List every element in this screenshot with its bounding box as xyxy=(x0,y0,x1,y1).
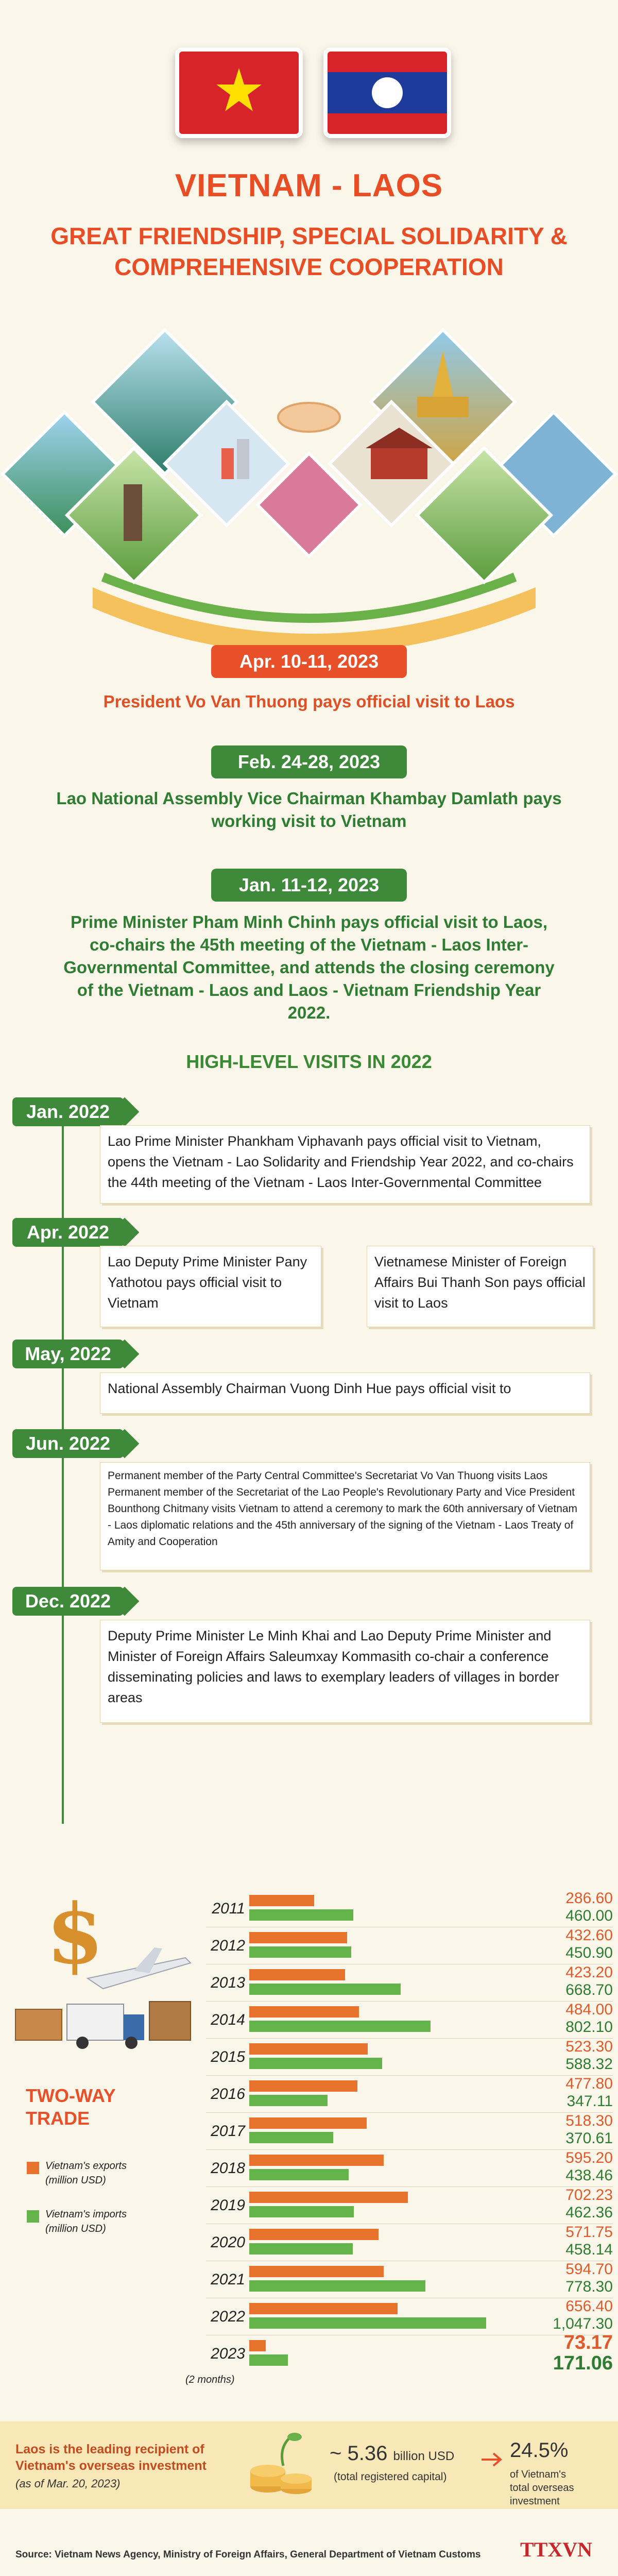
investment-text: Laos is the leading recipient of Vietnam's overseas investment xyxy=(15,2442,207,2473)
chart-row xyxy=(206,2332,613,2374)
chart-data-label-imports: 668.70 xyxy=(565,1981,613,1998)
chart-row xyxy=(206,2038,613,2076)
chart-bar-exports xyxy=(249,2117,367,2129)
chart-bar-exports xyxy=(249,1895,314,1906)
chart-tick-label: 2022 xyxy=(211,2308,245,2325)
page-subtitle: GREAT FRIENDSHIP, SPECIAL SOLIDARITY & COMPREHENSIVE COOPERATION xyxy=(50,223,568,280)
chart-bar-exports xyxy=(249,2303,398,2314)
chart-data-label-exports: 595.20 xyxy=(565,2149,613,2166)
chart-data-label-exports: 484.00 xyxy=(565,2001,613,2018)
chart-bar-imports xyxy=(249,2243,353,2255)
investment-capital: ~ 5.36 billion USD xyxy=(330,2442,455,2465)
timeline-date-apr: Apr. 2022 xyxy=(12,1218,124,1247)
investment-capital-note: (total registered capital) xyxy=(334,2471,447,2483)
vietnam-flag xyxy=(175,47,303,138)
visit-card: Permanent member of the Party Central Committee's Secretariat Vo Van Thuong visits Laos Permanent member of the Secretariat of the Lao People's Revolutionary Party and Vice President Bounthong Chitmany visits Vietnam to attend a ceremony to mark the 60th anniversary of Vietnam - Laos diplomatic relations and the 45th anniversary of the signing of the Vietnam - Laos Treaty of Amity and Cooperation xyxy=(100,1462,590,1570)
chart-tick-label: 2020 xyxy=(211,2234,245,2251)
visit-card: Lao Deputy Prime Minister Pany Yathotou pays official visit to Vietnam xyxy=(100,1246,321,1327)
chart-row xyxy=(206,2075,613,2113)
chart-tick-label: 2019 xyxy=(211,2197,245,2214)
chart-data-label-imports: 460.00 xyxy=(565,1907,613,1924)
chart-bar-imports xyxy=(249,1946,351,1958)
timeline-date-dec: Dec. 2022 xyxy=(12,1587,124,1616)
chart-data-label-exports: 286.60 xyxy=(565,1890,613,1907)
chart-bar-imports xyxy=(249,2095,328,2106)
chart-row xyxy=(206,2298,613,2335)
timeline-date-jan: Jan. 2022 xyxy=(12,1097,124,1126)
chart-bar-exports xyxy=(249,2155,384,2166)
investment-share: 24.5% xyxy=(510,2439,569,2462)
chart-tick-label: 2021 xyxy=(211,2271,245,2288)
chart-bar-imports xyxy=(249,1984,401,1995)
chart-data-label-imports: 778.30 xyxy=(565,2278,613,2295)
page-title: VIETNAM - LAOS xyxy=(175,168,443,204)
chart-tick-label: 2016 xyxy=(211,2086,245,2103)
chart-data-label-imports: 370.61 xyxy=(565,2130,613,2147)
investment-share-note: of Vietnam's total overseas investment xyxy=(510,2469,574,2507)
chart-bar-imports xyxy=(249,2058,382,2069)
chart-tick-label: 2012 xyxy=(211,1937,245,1954)
chart-row xyxy=(206,2224,613,2261)
chart-bar-imports xyxy=(249,2280,425,2292)
ttxvn-logo: TTXVN xyxy=(520,2538,593,2561)
chart-tick-label: 2013 xyxy=(211,1974,245,1991)
chart-bar-exports xyxy=(249,2266,384,2277)
visit-card: Deputy Prime Minister Le Minh Khai and Lao Deputy Prime Minister and Minister of Foreign Affairs Saleumxay Kommasith co-chair a conference disseminating policies and laws to exemplary leaders of villages in border areas xyxy=(100,1620,590,1723)
visit-card: Vietnamese Minister of Foreign Affairs Bui Thanh Son pays official visit to Laos xyxy=(367,1246,593,1327)
chart-tick-label: 2011 xyxy=(212,1900,245,1917)
chart-bar-imports xyxy=(249,2021,431,2032)
chart-row xyxy=(206,1964,613,2002)
chart-tick-label: 2018 xyxy=(211,2160,245,2177)
chart-data-label-exports: 702.23 xyxy=(565,2187,613,2204)
chart-row xyxy=(206,2187,613,2224)
chart-data-label-imports: 588.32 xyxy=(565,2056,613,2073)
chart-row xyxy=(206,1890,613,1927)
chart-tick-label: 2014 xyxy=(211,2011,245,2028)
chart-data-label-imports: 438.46 xyxy=(565,2167,613,2184)
legend-exports-swatch xyxy=(27,2162,39,2174)
chart-data-label-imports: 450.90 xyxy=(565,1944,613,1961)
chart-bar-exports xyxy=(249,1932,347,1943)
chart-bar-exports xyxy=(249,2192,408,2203)
timeline-date-may: May, 2022 xyxy=(12,1340,124,1368)
chart-bar-imports xyxy=(249,2317,486,2329)
chart-row xyxy=(206,2261,613,2298)
chart-data-label-imports: 1,047.30 xyxy=(553,2315,613,2332)
chart-row xyxy=(206,1927,613,1964)
chart-bar-exports xyxy=(249,2340,266,2351)
chart-data-label-exports: 518.30 xyxy=(565,2112,613,2129)
chart-bar-imports xyxy=(249,1909,353,1921)
legend-imports-swatch xyxy=(27,2210,39,2223)
chart-row xyxy=(206,2001,613,2039)
chart-data-label-exports: 477.80 xyxy=(565,2075,613,2092)
chart-bar-exports xyxy=(249,1969,345,1980)
chart-tick-label: 2015 xyxy=(211,2048,245,2065)
trade-illustration xyxy=(10,1886,201,2066)
chart-tick-label: 2023 xyxy=(211,2345,245,2362)
arrow-right-icon xyxy=(479,2449,505,2472)
coins-icon xyxy=(247,2430,319,2502)
chart-bar-imports xyxy=(249,2206,354,2217)
chart-row xyxy=(206,2149,613,2187)
chart-bar-exports xyxy=(249,2006,359,2018)
section-title-visits: HIGH-LEVEL VISITS IN 2022 xyxy=(186,1051,432,1072)
event-description: Prime Minister Pham Minh Chinh pays official visit to Laos, co-chairs the 45th meeting of the Vietnam - Laos Inter-Governmental Committee, and attends the closing ceremony of the Vietnam - Laos and Laos - Vietnam Friendship Year 2022. xyxy=(63,912,555,1022)
chart-data-label-exports: 656.40 xyxy=(565,2298,613,2315)
chart-data-label-exports: 594.70 xyxy=(565,2261,613,2278)
chart-data-label-imports: 462.36 xyxy=(565,2204,613,2221)
chart-bar-exports xyxy=(249,2043,368,2055)
chart-row xyxy=(206,2112,613,2150)
chart-data-label-exports: 73.17 xyxy=(563,2332,613,2353)
chart-data-label-exports: 523.30 xyxy=(565,2038,613,2055)
note-2023: (2 months) xyxy=(185,2374,235,2385)
chart-data-label-exports: 571.75 xyxy=(565,2224,613,2241)
chart-data-label-imports: 458.14 xyxy=(565,2241,613,2258)
landmark-collage xyxy=(0,319,618,649)
investment-date: (as of Mar. 20, 2023) xyxy=(15,2477,121,2490)
legend-imports-label: Vietnam's imports (million USD) xyxy=(45,2209,127,2234)
chart-bar-imports xyxy=(249,2354,288,2366)
chart-bar-imports xyxy=(249,2169,349,2180)
event-date-badge: Jan. 11-12, 2023 xyxy=(211,869,407,902)
event-date-badge: Apr. 10-11, 2023 xyxy=(211,645,407,678)
chart-data-label-exports: 432.60 xyxy=(565,1927,613,1944)
chart-data-label-imports: 171.06 xyxy=(553,2352,613,2374)
event-description: Lao National Assembly Vice Chairman Khambay Damlath pays working visit to Vietnam xyxy=(56,789,562,831)
source-note: Source: Vietnam News Agency, Ministry of Foreign Affairs, General Department of Vietnam Customs xyxy=(15,2549,481,2560)
event-date-badge: Feb. 24-28, 2023 xyxy=(211,745,407,778)
chart-bar-imports xyxy=(249,2132,333,2143)
chart-bar-exports xyxy=(249,2229,379,2240)
timeline-date-jun: Jun. 2022 xyxy=(12,1429,124,1458)
chart-tick-label: 2017 xyxy=(211,2123,245,2140)
trade-title: TWO-WAY TRADE xyxy=(26,2085,116,2129)
legend-exports-label: Vietnam's exports (million USD) xyxy=(45,2160,127,2186)
event-description: President Vo Van Thuong pays official visit to Laos xyxy=(103,692,515,711)
svg-text:$: $ xyxy=(46,1886,104,1982)
visit-card: Lao Prime Minister Phankham Viphavanh pays official visit to Vietnam, opens the Vietnam - Lao Solidarity and Friendship Year 2022, and co-chairs the 44th meeting of the Vietnam - Laos Inter-Governmental Committee xyxy=(100,1125,590,1204)
laos-flag xyxy=(323,47,451,138)
chart-bar-exports xyxy=(249,2080,357,2092)
chart-data-label-imports: 347.11 xyxy=(566,2093,613,2110)
visit-card: National Assembly Chairman Vuong Dinh Hue pays official visit to xyxy=(100,1372,590,1414)
chart-data-label-imports: 802.10 xyxy=(565,2019,613,2036)
chart-data-label-exports: 423.20 xyxy=(565,1964,613,1981)
